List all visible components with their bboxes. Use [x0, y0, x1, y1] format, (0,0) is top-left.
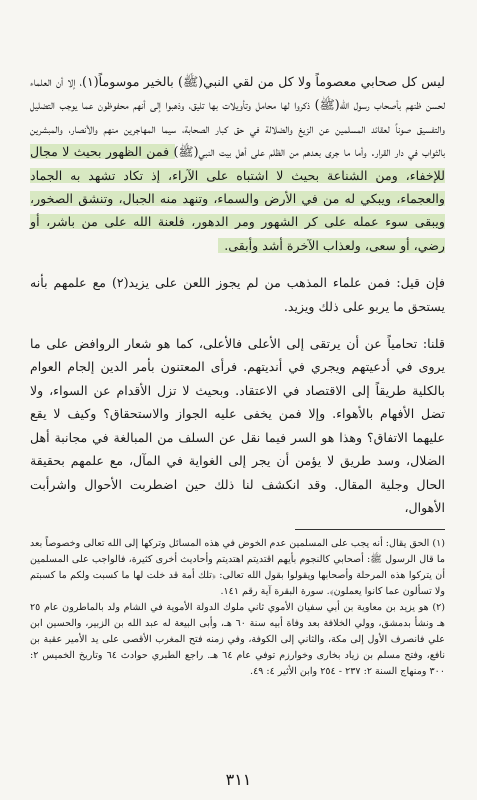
footnote-2: (٢) هو يزيد بن معاوية بن أبي سفيان الأموي ثاني ملوك الدولة الأموية في الشام ولد بالماطرون عام ٢٥ هـ ونشأ بدمشق، وولي الخلافة بعد وفاة أبيه سنة ٦٠ هـ، وأبى البيعة له عبد الله بن الزبير، والحسين ابن علي فانصرف الأول إلى مكة، والثاني إلى الكوفة، وفي زمنه فتح المغرب الأقصى على يد الأمير عقبة بن نافع، وفتح مسلم بن زياد بخارى وخوارزم توفي عام ٦٤ هـ. راجع الطبري حوادث ٦٤ وتاريخ الخميس ٢: ٣٠٠ ومنهاج السنة ٢: ٢٣٧ - ٢٥٤ وابن الأثير ٤: ٤٩. — [30, 602, 446, 678]
main-text-paragraph-1 — [30, 70, 445, 257]
page-number: ٣١١ — [225, 770, 252, 789]
paragraph-gap — [30, 318, 445, 332]
main-text-paragraph-3: قلنا: تحامياً عن أن يرتقى إلى الأعلى فالأعلى، كما هو شعار الروافض على ما يروى في أدعيتهم ويجري في أنديتهم. فرأى المعتنون بأمر الدين إلجام العوام بالكلية طريقاً إلى الاقتصاد في الاعتقاد. وبحيث لا تزل الأقدام عن السواء، ولا تضل الأفهام بالأهواء. وإلا فمن يخفى عليه الجواز والاستحقاق؟ وكيف لا يقع عليهما الاتفاق؟ وهذا هو السر فيما نقل عن السلف من المبالغة في مجانبة أهل الضلال، وسد طريق لا يؤمن أن يجر إلى الغواية في المآل، مع علمهم بحقيقة الحال وجلية المقال. وقد انكشف لنا ذلك حين اضطربت الأحوال واشرأبت الأهوال، — [30, 336, 445, 515]
footnote-1: (١) الحق يقال: أنه يجب على المسلمين عدم الخوض في هذه المسائل وتركها إلى الله تعالى وخصوصاً بعد ما قال الرسول ﷺ: أصحابي كالنجوم بأيهم اقتديتم اهتديتم وأحاديث أخرى كثيرة، فالواجب على المسلمين أن يتركوا هذه المرحلة وأصحابها ويقولوا بقول الله تعالى: ﴿تلك أمة قد خلت لها ما كسبت ولكم ما كسبتم ولا تسألون عما كانوا يعملون﴾. سورة البقرة آية رقم ١٤١. — [30, 538, 445, 598]
highlighted-passage: فمن الظهور بحيث لا مجال للإخفاء، ومن الشناعة بحيث لا اشتباه على الآراء، إذ تكاد تشهد به الجماد والعجماء، ويبكي له من في الأرض والسماء، وتنهد منه الجبال، وتنشق الصخور، ويبقى سوء عمله على كر الشهور ومر الدهور، فلعنة الله على من باشر، أو رضي، أو سعى، ولعذاب الآخرة أشد وأبقى. — [30, 144, 445, 253]
footnote-divider — [295, 529, 445, 530]
main-text-paragraph-2: فإن قيل: فمن علماء المذهب من لم يجوز اللعن على يزيد(٢) مع علمهم بأنه يستحق ما يربو على ذلك ويزيد. — [30, 275, 445, 314]
main-text-block: ليس كل صحابي معصوماً ولا كل من لقي النبي(ﷺ) بالخير موسوماً(١)، إلا أن العلماء لحسن ظنهم بأصحاب رسول الله(ﷺ) ذكروا لها محامل وتأويلات بها تليق، وذهبوا إلى أنهم محفوظون عما يوجب التضليل والتفسيق صوناً لعقائد المسلمين عن الزيغ والضلالة في حق كبار الصحابة، سيما المهاجرين منهم والأنصار، والمبشرين بالثواب في دار القرار. وأما ما جرى بعدهم من الظلم على أهل بيت النبي(ﷺ) — [30, 74, 445, 160]
paragraph-gap — [30, 257, 445, 271]
